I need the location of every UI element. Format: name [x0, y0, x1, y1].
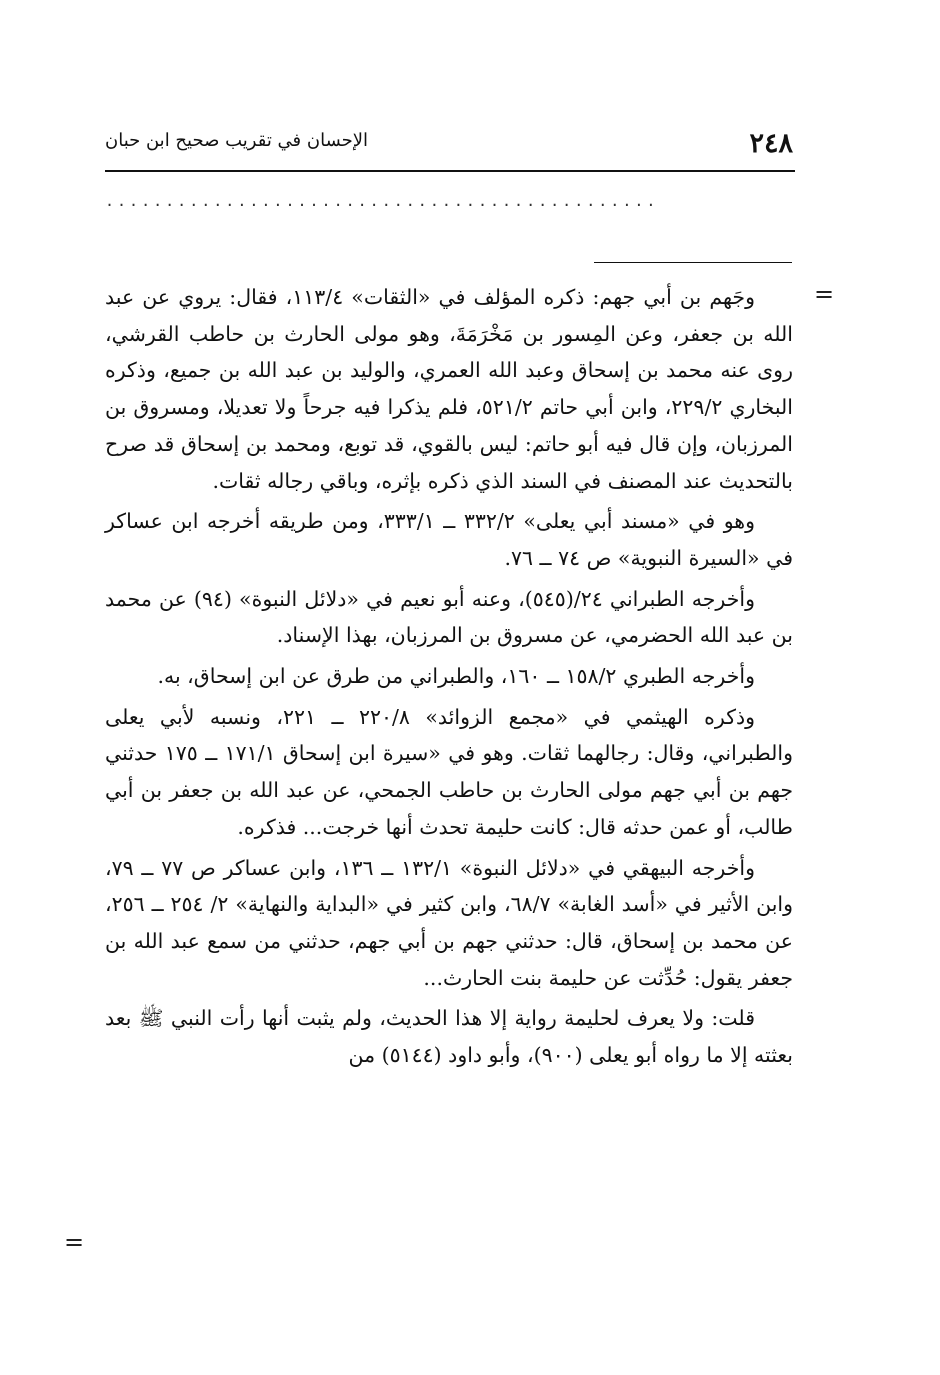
page-number: ٢٤٨	[749, 128, 793, 159]
continuation-mark-top: =	[814, 280, 835, 308]
page-header	[105, 128, 793, 168]
paragraph: وأخرجه الطبري ١٥٨/٢ ــ ١٦٠، والطبراني من طرق عن ابن إسحاق، به.	[157, 664, 755, 689]
paragraph: وهو في «مسند أبي يعلى» ٣٣٢/٢ ــ ٣٣٣/١، ومن طريقه أخرجه ابن عساكر في «السيرة النبوية» ص ٧٤ ــ ٧٦.	[105, 509, 793, 570]
footnote-rule	[594, 262, 792, 263]
running-title: الإحسان في تقريب صحيح ابن حبان	[105, 130, 369, 151]
paragraph: وذكره الهيثمي في «مجمع الزوائد» ٢٢٠/٨ ــ ٢٢١، ونسبه لأبي يعلى والطبراني، وقال: رجالهما ثقات. وهو في «سيرة ابن إسحاق ١٧١/١ ــ ١٧٥ حدثني جهم بن أبي جهم مولى الحارث بن حاطب الجمحي، عن عبد الله بن جعفر بن أبي طالب، أو عمن حدثه قال: كانت حليمة تحدث أنها خرجت... فذكره.	[105, 704, 793, 839]
dotted-separator: ..............................................	[105, 192, 659, 208]
paragraph: قلت: ولا يعرف لحليمة رواية إلا هذا الحديث، ولم يثبت أنها رأت النبي ﷺ بعد بعثته إلا ما رواه أبو يعلى (٩٠٠)، وأبو داود (٥١٤٤) من	[105, 1006, 793, 1068]
paragraph: وأخرجه البيهقي في «دلائل النبوة» ١٣٢/١ ــ ١٣٦، وابن عساكر ص ٧٧ ــ ٧٩، وابن الأثير في «أسد الغابة» ٦٨/٧، وابن كثير في «البداية والنهاية» ٢/ ٢٥٤ ــ ٢٥٦، عن محمد بن إسحاق، قال: حدثني جهم بن أبي جهم، حدثني من سمع عبد الله بن جعفر يقول: حُدِّثت عن حليمة بنت الحارث...	[105, 855, 793, 990]
paragraph: وأخرجه الطبراني ٢٤/(٥٤٥)، وعنه أبو نعيم في «دلائل النبوة» (٩٤) عن محمد بن عبد الله الحضرمي، عن مسروق بن المرزبان، بهذا الإسناد.	[105, 586, 793, 648]
continuation-mark-bottom: =	[64, 1228, 85, 1256]
header-rule	[105, 170, 795, 172]
footnote-body	[105, 279, 793, 1078]
paragraph: وجَهم بن أبي جهم: ذكره المؤلف في «الثقات» ١١٣/٤، فقال: يروي عن عبد الله بن جعفر، وعن المِسور بن مَخْرَمَةَ، وهو مولى الحارث بن حاطب القرشي، روى عنه محمد بن إسحاق وعبد الله العمري، والوليد بن عبد الله بن جميع، وذكره البخاري ٢٢٩/٢، وابن أبي حاتم ٥٢١/٢، فلم يذكرا فيه جرحاً ولا تعديلا، ومسروق بن المرزبان، وإن قال فيه أبو حاتم: ليس بالقوي، قد توبع، ومحمد بن إسحاق قد صرح بالتحديث عند المصنف في السند الذي ذكره بإثره، وباقي رجاله ثقات.	[105, 285, 794, 493]
